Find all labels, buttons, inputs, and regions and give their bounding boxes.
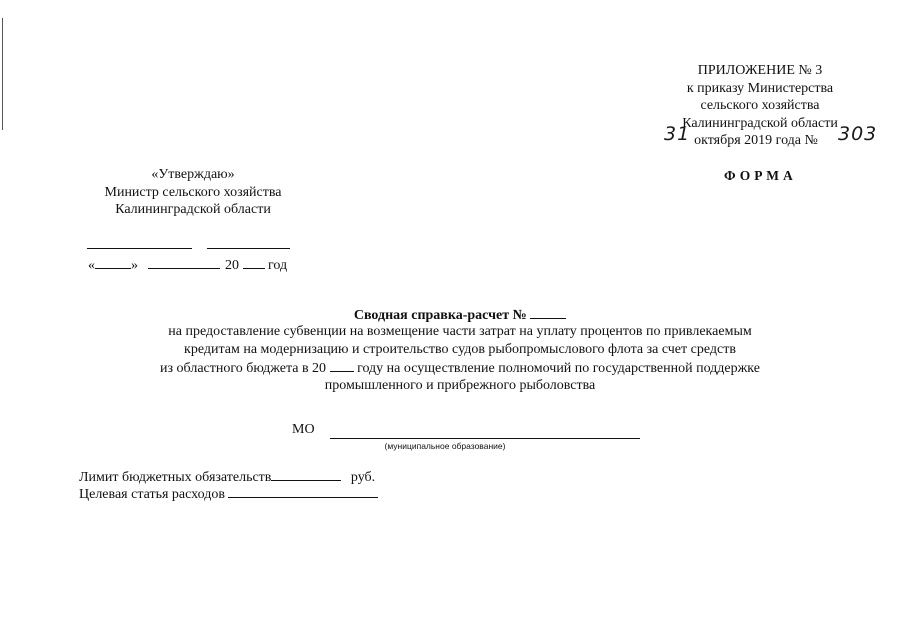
document-subtitle [100,323,820,395]
form-label: ФОРМА [724,168,797,183]
appendix-order-line: к приказу Министерства [686,80,834,96]
approval-date [88,256,287,274]
handwritten-order-number: 303 [838,123,878,145]
appendix-region-line: Калининградской области [682,115,838,131]
municipality-blank [330,438,640,439]
date-close-quote: » [131,258,138,273]
subtitle-line-2: кредитам на модернизацию и строительство судов рыбопромыслового флота за счет средств [184,341,736,357]
approval-heading: «Утверждаю» [151,167,235,182]
title-number-blank [530,306,566,319]
subtitle-line-3-suffix: году на осуществление полномочий по государственной поддержке [357,360,760,376]
signature-lines [87,238,292,252]
subtitle-line-3-prefix: из областного бюджета в 20 [160,360,327,376]
document-title [100,306,820,324]
appendix-date-text: октября 2019 года № [694,133,818,148]
year-prefix: 20 [225,258,239,273]
subtitle-line-1: на предоставление субвенции на возмещение части затрат на уплату процентов по привлекаемым [168,324,752,339]
appendix-header [640,62,880,150]
target-article-row [79,485,378,503]
budget-limit-label: Лимит бюджетных обязательств [79,470,272,485]
approval-block [78,166,308,219]
approval-position: Министр сельского хозяйства [104,184,282,200]
page-edge-mark [2,18,3,130]
name-line [207,248,290,249]
municipality-label: МО [292,422,315,437]
target-article-blank [228,485,378,498]
title-text: Сводная справка-расчет № [353,308,527,323]
municipality-caption: (муниципальное образование) [384,441,506,451]
appendix-ministry-line: сельского хозяйства [700,98,820,113]
appendix-title: ПРИЛОЖЕНИЕ № 3 [697,63,823,78]
approval-region: Калининградской области [115,202,271,217]
month-blank [148,256,220,269]
year-blank [243,256,265,269]
year-blank-2 [330,359,354,372]
year-suffix: год [268,258,288,273]
date-open-quote: « [88,258,95,273]
budget-limit-row [79,468,375,486]
handwritten-day: 31 [664,123,691,145]
signature-line [87,248,192,249]
budget-limit-blank [271,468,341,481]
subtitle-line-3 [100,359,820,378]
target-article-label: Целевая статья расходов [79,487,225,502]
day-blank [95,256,131,269]
budget-limit-unit: руб. [350,470,376,485]
subtitle-line-4: промышленного и прибрежного рыболовства [324,378,596,394]
